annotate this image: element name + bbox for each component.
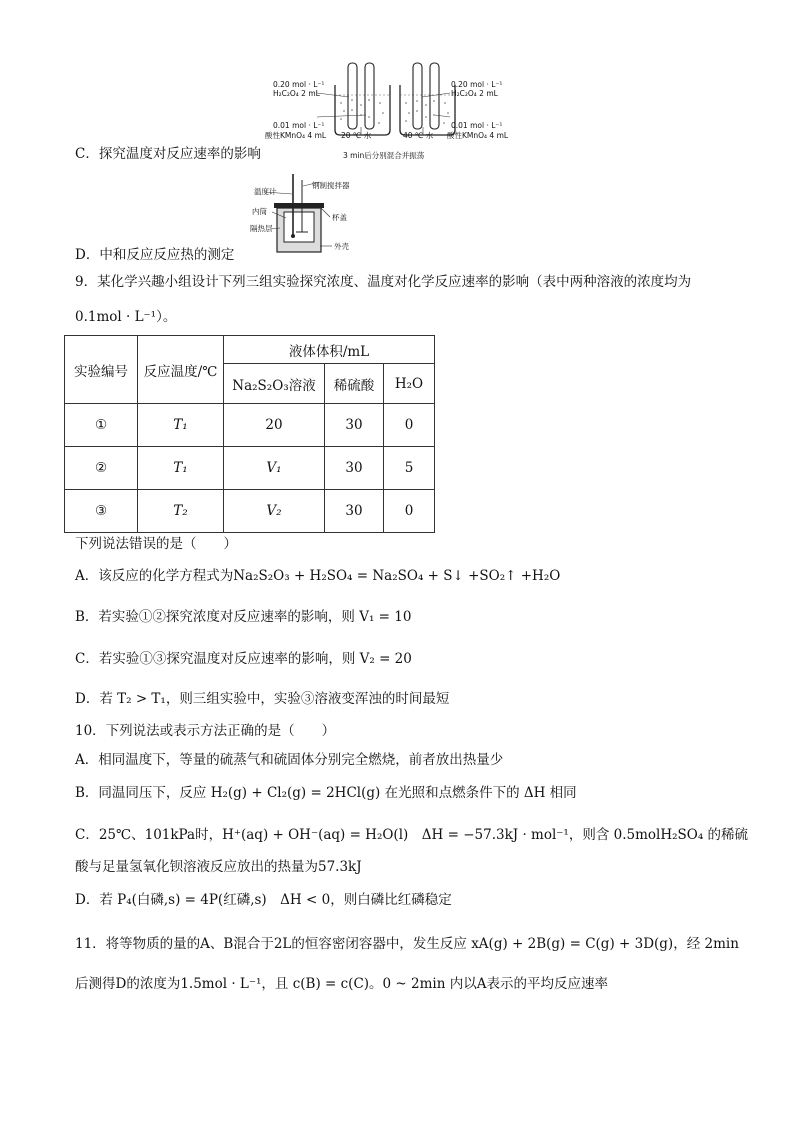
q9-option-a: A．该反应的化学方程式为Na₂S₂O₃ + H₂SO₄ = Na₂SO₄ + S↓ +SO₂↑ +H₂O bbox=[75, 568, 561, 584]
right-water: 40 ℃ 水 bbox=[403, 131, 434, 140]
q9-ask: 下列说法错误的是（ ） bbox=[75, 536, 237, 552]
table-row bbox=[65, 490, 435, 533]
cell-acid: 30 bbox=[325, 447, 384, 490]
cell-na: 20 bbox=[224, 404, 325, 447]
label-insulation: 隔热层 bbox=[250, 224, 273, 233]
experiment-table bbox=[64, 335, 435, 533]
label-inner: 内筒 bbox=[252, 207, 267, 216]
q9-option-d: D．若 T₂ > T₁，则三组实验中，实验③溶液变浑浊的时间最短 bbox=[75, 691, 450, 707]
cell-no: ② bbox=[65, 447, 138, 490]
q9-stem-line2: 0.1mol · L⁻¹）。 bbox=[75, 309, 177, 325]
q10-option-c-line1: C．25℃、101kPa时，H⁺(aq) + OH⁻(aq) = H₂O(l) ΔH = −57.3kJ · mol⁻¹，则含 0.5molH₂SO₄ 的稀硫 bbox=[75, 827, 749, 843]
cell-na: V₂ bbox=[224, 490, 325, 533]
left-conc2: 0.01 mol · L⁻¹ bbox=[273, 121, 325, 130]
th-volume: 液体体积/mL bbox=[224, 336, 435, 364]
left-conc1: 0.20 mol · L⁻¹ bbox=[273, 80, 325, 89]
cell-water: 5 bbox=[384, 447, 435, 490]
q10-option-c-line2: 酸与足量氢氧化钡溶液反应放出的热量为57.3kJ bbox=[75, 859, 362, 875]
cell-no: ① bbox=[65, 404, 138, 447]
q10-stem: 10．下列说法或表示方法正确的是（ ） bbox=[75, 723, 336, 739]
cell-acid: 30 bbox=[325, 490, 384, 533]
option-c-prev: C．探究温度对反应速率的影响 bbox=[75, 146, 261, 162]
table-row bbox=[65, 447, 435, 490]
label-stirrer: 钢制搅拌器 bbox=[312, 181, 350, 190]
q9-stem-line1: 9．某化学兴趣小组设计下列三组实验探究浓度、温度对化学反应速率的影响（表中两种溶液的浓度均为 bbox=[75, 274, 692, 290]
right-sol1: H₂C₂O₄ 2 mL bbox=[451, 89, 498, 98]
cell-water: 0 bbox=[384, 490, 435, 533]
th-temp: 反应温度/℃ bbox=[138, 336, 224, 404]
cell-na: V₁ bbox=[224, 447, 325, 490]
th-exp-no: 实验编号 bbox=[65, 336, 138, 404]
th-na2s2o3: Na₂S₂O₃溶液 bbox=[224, 364, 325, 404]
th-water: H₂O bbox=[384, 364, 435, 404]
table-row bbox=[65, 404, 435, 447]
cell-acid: 30 bbox=[325, 404, 384, 447]
q10-option-a: A．相同温度下，等量的硫蒸气和硫固体分别完全燃烧，前者放出热量少 bbox=[75, 752, 504, 768]
left-sol1: H₂C₂O₄ 2 mL bbox=[273, 89, 320, 98]
label-thermometer: 温度计 bbox=[254, 187, 277, 196]
figure-d bbox=[250, 170, 390, 255]
th-acid: 稀硫酸 bbox=[325, 364, 384, 404]
cell-temp: T₁ bbox=[138, 404, 224, 447]
right-conc1: 0.20 mol · L⁻¹ bbox=[451, 80, 503, 89]
q11-line1: 11．将等物质的量的A、B混合于2L的恒容密闭容器中，发生反应 xA(g) + 2B(g) = C(g) + 3D(g)，经 2min bbox=[75, 936, 739, 952]
right-sol2: 酸性KMnO₄ 4 mL bbox=[447, 131, 509, 140]
cell-temp: T₂ bbox=[138, 490, 224, 533]
cell-temp: T₁ bbox=[138, 447, 224, 490]
figure-c bbox=[265, 55, 525, 165]
label-shell: 外壳 bbox=[334, 242, 349, 251]
q10-option-d: D．若 P₄(白磷,s) = 4P(红磷,s) ΔH < 0，则白磷比红磷稳定 bbox=[75, 892, 452, 908]
left-sol2: 酸性KMnO₄ 4 mL bbox=[265, 131, 327, 140]
q9-option-b: B．若实验①②探究浓度对反应速率的影响，则 V₁ = 10 bbox=[75, 609, 412, 625]
right-conc2: 0.01 mol · L⁻¹ bbox=[451, 121, 503, 130]
cell-no: ③ bbox=[65, 490, 138, 533]
beaker-diagram bbox=[265, 55, 525, 165]
cell-water: 0 bbox=[384, 404, 435, 447]
left-water: 20 ℃ 水 bbox=[341, 131, 372, 140]
label-lid: 杯盖 bbox=[332, 213, 347, 222]
figure-c-caption: 3 min后分别混合并振荡 bbox=[343, 151, 425, 160]
q10-option-b: B．同温同压下，反应 H₂(g) + Cl₂(g) = 2HCl(g) 在光照和点燃条件下的 ΔH 相同 bbox=[75, 785, 577, 801]
q9-option-c: C．若实验①③探究温度对反应速率的影响，则 V₂ = 20 bbox=[75, 651, 412, 667]
q11-line2: 后测得D的浓度为1.5mol · L⁻¹，且 c(B) = c(C)。0 ~ 2min 内以A表示的平均反应速率 bbox=[75, 976, 608, 992]
option-d-prev: D．中和反应反应热的测定 bbox=[75, 247, 235, 263]
